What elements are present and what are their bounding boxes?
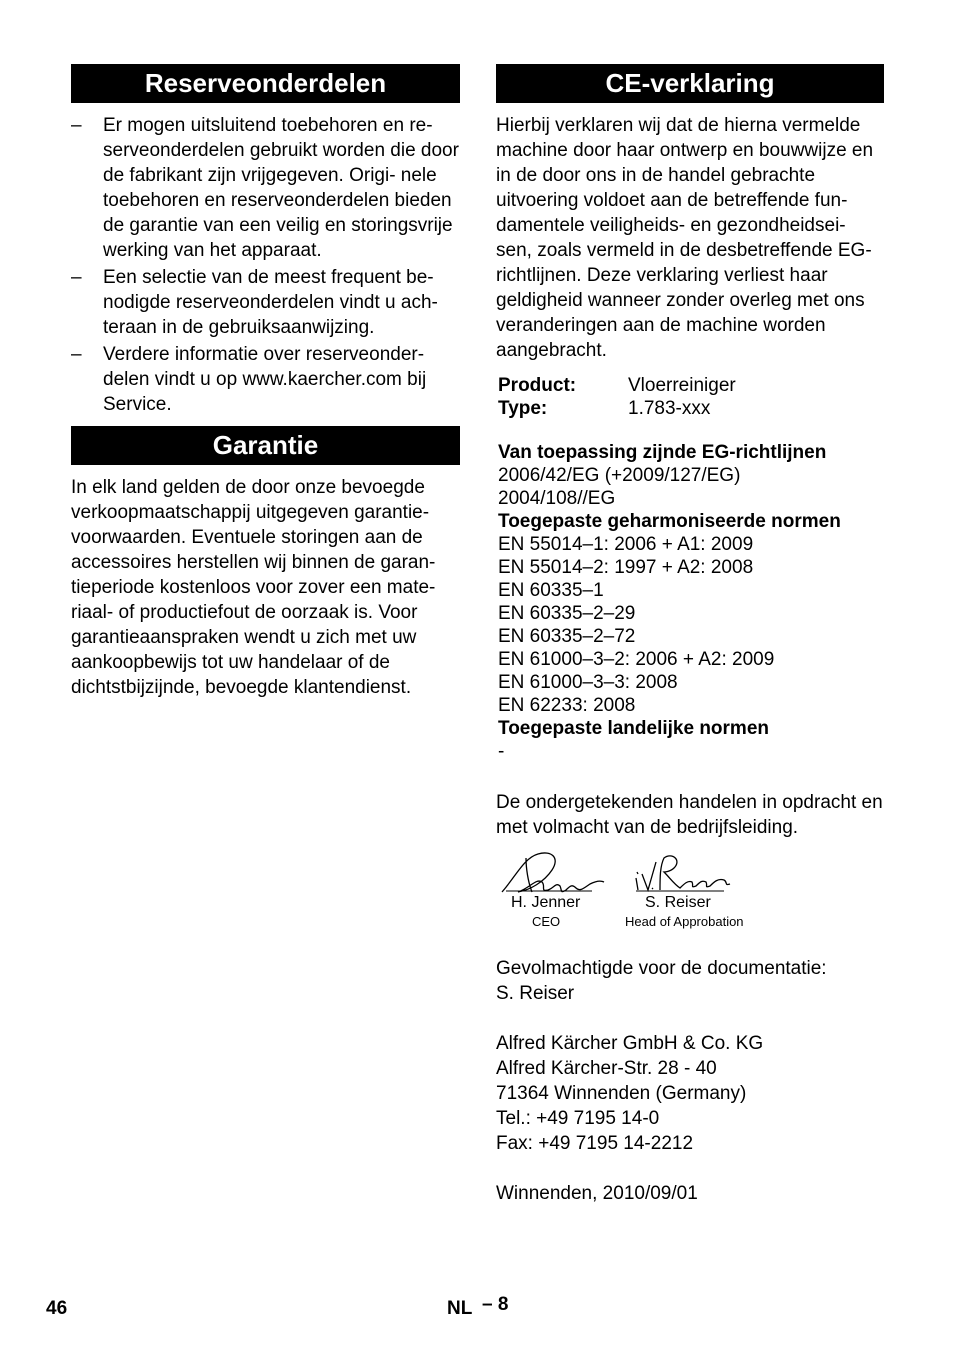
harmonised-heading: Toegepaste geharmoniseerde normen <box>498 511 841 532</box>
signer2-role: Head of Approbation <box>625 914 744 929</box>
ce-heading: CE-verklaring <box>496 64 884 103</box>
address-line: Tel.: +49 7195 14-0 <box>496 1108 660 1129</box>
warranty-text: In elk land gelden de door onze bevoegde verkoopmaatschappij uitgegeven garantie- voorwaarden. Eventuele storingen aan de accessoires herstellen wij binnen de garan- tieperiode kostenloos voor zover een mate- riaal- of productiefout de oorzaak is. Voor garantieaanspraken wendt u zich met uw aankoopbewijs tot uw handelaar of de dichtstbijzijnde, bevoegde klantendienst. <box>71 477 436 698</box>
national-heading: Toegepaste landelijke normen <box>498 718 770 739</box>
signers-statement: De ondergetekenden handelen in opdracht en met volmacht van de bedrijfsleiding. <box>496 792 883 838</box>
right-column <box>496 64 884 1206</box>
harmonised-item: EN 62233: 2008 <box>498 695 636 716</box>
harmonised-item: EN 55014–2: 1997 + A2: 2008 <box>498 557 754 578</box>
standards-block <box>496 441 884 763</box>
list-item <box>71 113 460 263</box>
harmonised-item: EN 60335–2–72 <box>498 626 636 647</box>
page-number: 46 <box>46 1298 68 1319</box>
signer1-role: CEO <box>532 914 561 929</box>
product-label: Product: <box>498 375 577 396</box>
list-item <box>71 342 460 417</box>
ce-intro-text: Hierbij verklaren wij dat de hierna vermelde machine door haar ontwerp en bouwwijze en in de door ons in de handel gebrachte uitvoering voldoet aan de betreffende fun- damentele veiligheids- en gezondheidsei- sen, zoals vermeld in de desbetreffende EG-richtlijnen. Deze verklaring verliest haar geldigheid wanneer zonder overleg met ons veranderingen aan de machine worden aangebracht. <box>496 115 874 361</box>
address-line: Alfred Kärcher GmbH & Co. KG <box>496 1033 764 1054</box>
directives-heading: Van toepassing zijnde EG-richtlijnen <box>498 442 827 463</box>
directive-item: 2006/42/EG (+2009/127/EG) <box>498 465 741 486</box>
signature-area <box>496 848 884 956</box>
section-number: – 8 <box>482 1294 509 1315</box>
type-row <box>496 397 884 420</box>
list-item-text: Een selectie van de meest frequent be- nodigde reserveonderdelen vindt u ach- teraan in de gebruiksaanwijzing. <box>103 267 438 338</box>
spare-parts-heading: Reserveonderdelen <box>71 64 460 103</box>
warranty-heading: Garantie <box>71 426 460 465</box>
language-code: NL <box>447 1298 473 1319</box>
signature-jenner <box>502 853 604 892</box>
list-item-text: Verdere informatie over reserveonder- delen vindt u op www.kaercher.com bij Service. <box>103 344 427 415</box>
product-specs <box>496 374 884 420</box>
address-line: Alfred Kärcher-Str. 28 - 40 <box>496 1058 717 1079</box>
spare-parts-list <box>71 113 460 417</box>
list-item-text: Er mogen uitsluitend toebehoren en re- serveonderdelen gebruikt worden die door de fabrikant zijn vrijgegeven. Origi- nele toebehoren en reserveonderdelen bieden de garantie van een veilig en storingsvrije werking van het apparaat. <box>103 115 459 261</box>
harmonised-item: EN 61000–3–3: 2008 <box>498 672 678 693</box>
harmonised-item: EN 60335–2–29 <box>498 603 636 624</box>
type-label: Type: <box>498 398 548 419</box>
type-value: 1.783-xxx <box>628 398 711 419</box>
national-value: - <box>498 741 505 762</box>
list-item <box>71 265 460 340</box>
harmonised-item: EN 60335–1 <box>498 580 604 601</box>
left-column <box>71 64 460 700</box>
documentation-name: S. Reiser <box>496 983 575 1004</box>
dash-bullet: – <box>71 344 82 365</box>
harmonised-item: EN 55014–1: 2006 + A1: 2009 <box>498 534 754 555</box>
address-line: 71364 Winnenden (Germany) <box>496 1083 747 1104</box>
product-value: Vloerreiniger <box>628 375 736 396</box>
directive-item: 2004/108//EG <box>498 488 616 509</box>
signature-reiser <box>636 856 730 890</box>
documentation-label: Gevolmachtigde voor de documentatie: <box>496 958 827 979</box>
signer2-name: S. Reiser <box>645 894 711 911</box>
address-line: Fax: +49 7195 14-2212 <box>496 1133 694 1154</box>
harmonised-item: EN 61000–3–2: 2006 + A2: 2009 <box>498 649 775 670</box>
product-row <box>496 374 884 397</box>
place-date: Winnenden, 2010/09/01 <box>496 1183 698 1204</box>
signer1-name: H. Jenner <box>511 894 581 911</box>
dash-bullet: – <box>71 115 82 136</box>
dash-bullet: – <box>71 267 82 288</box>
documentation-block <box>496 956 884 1206</box>
